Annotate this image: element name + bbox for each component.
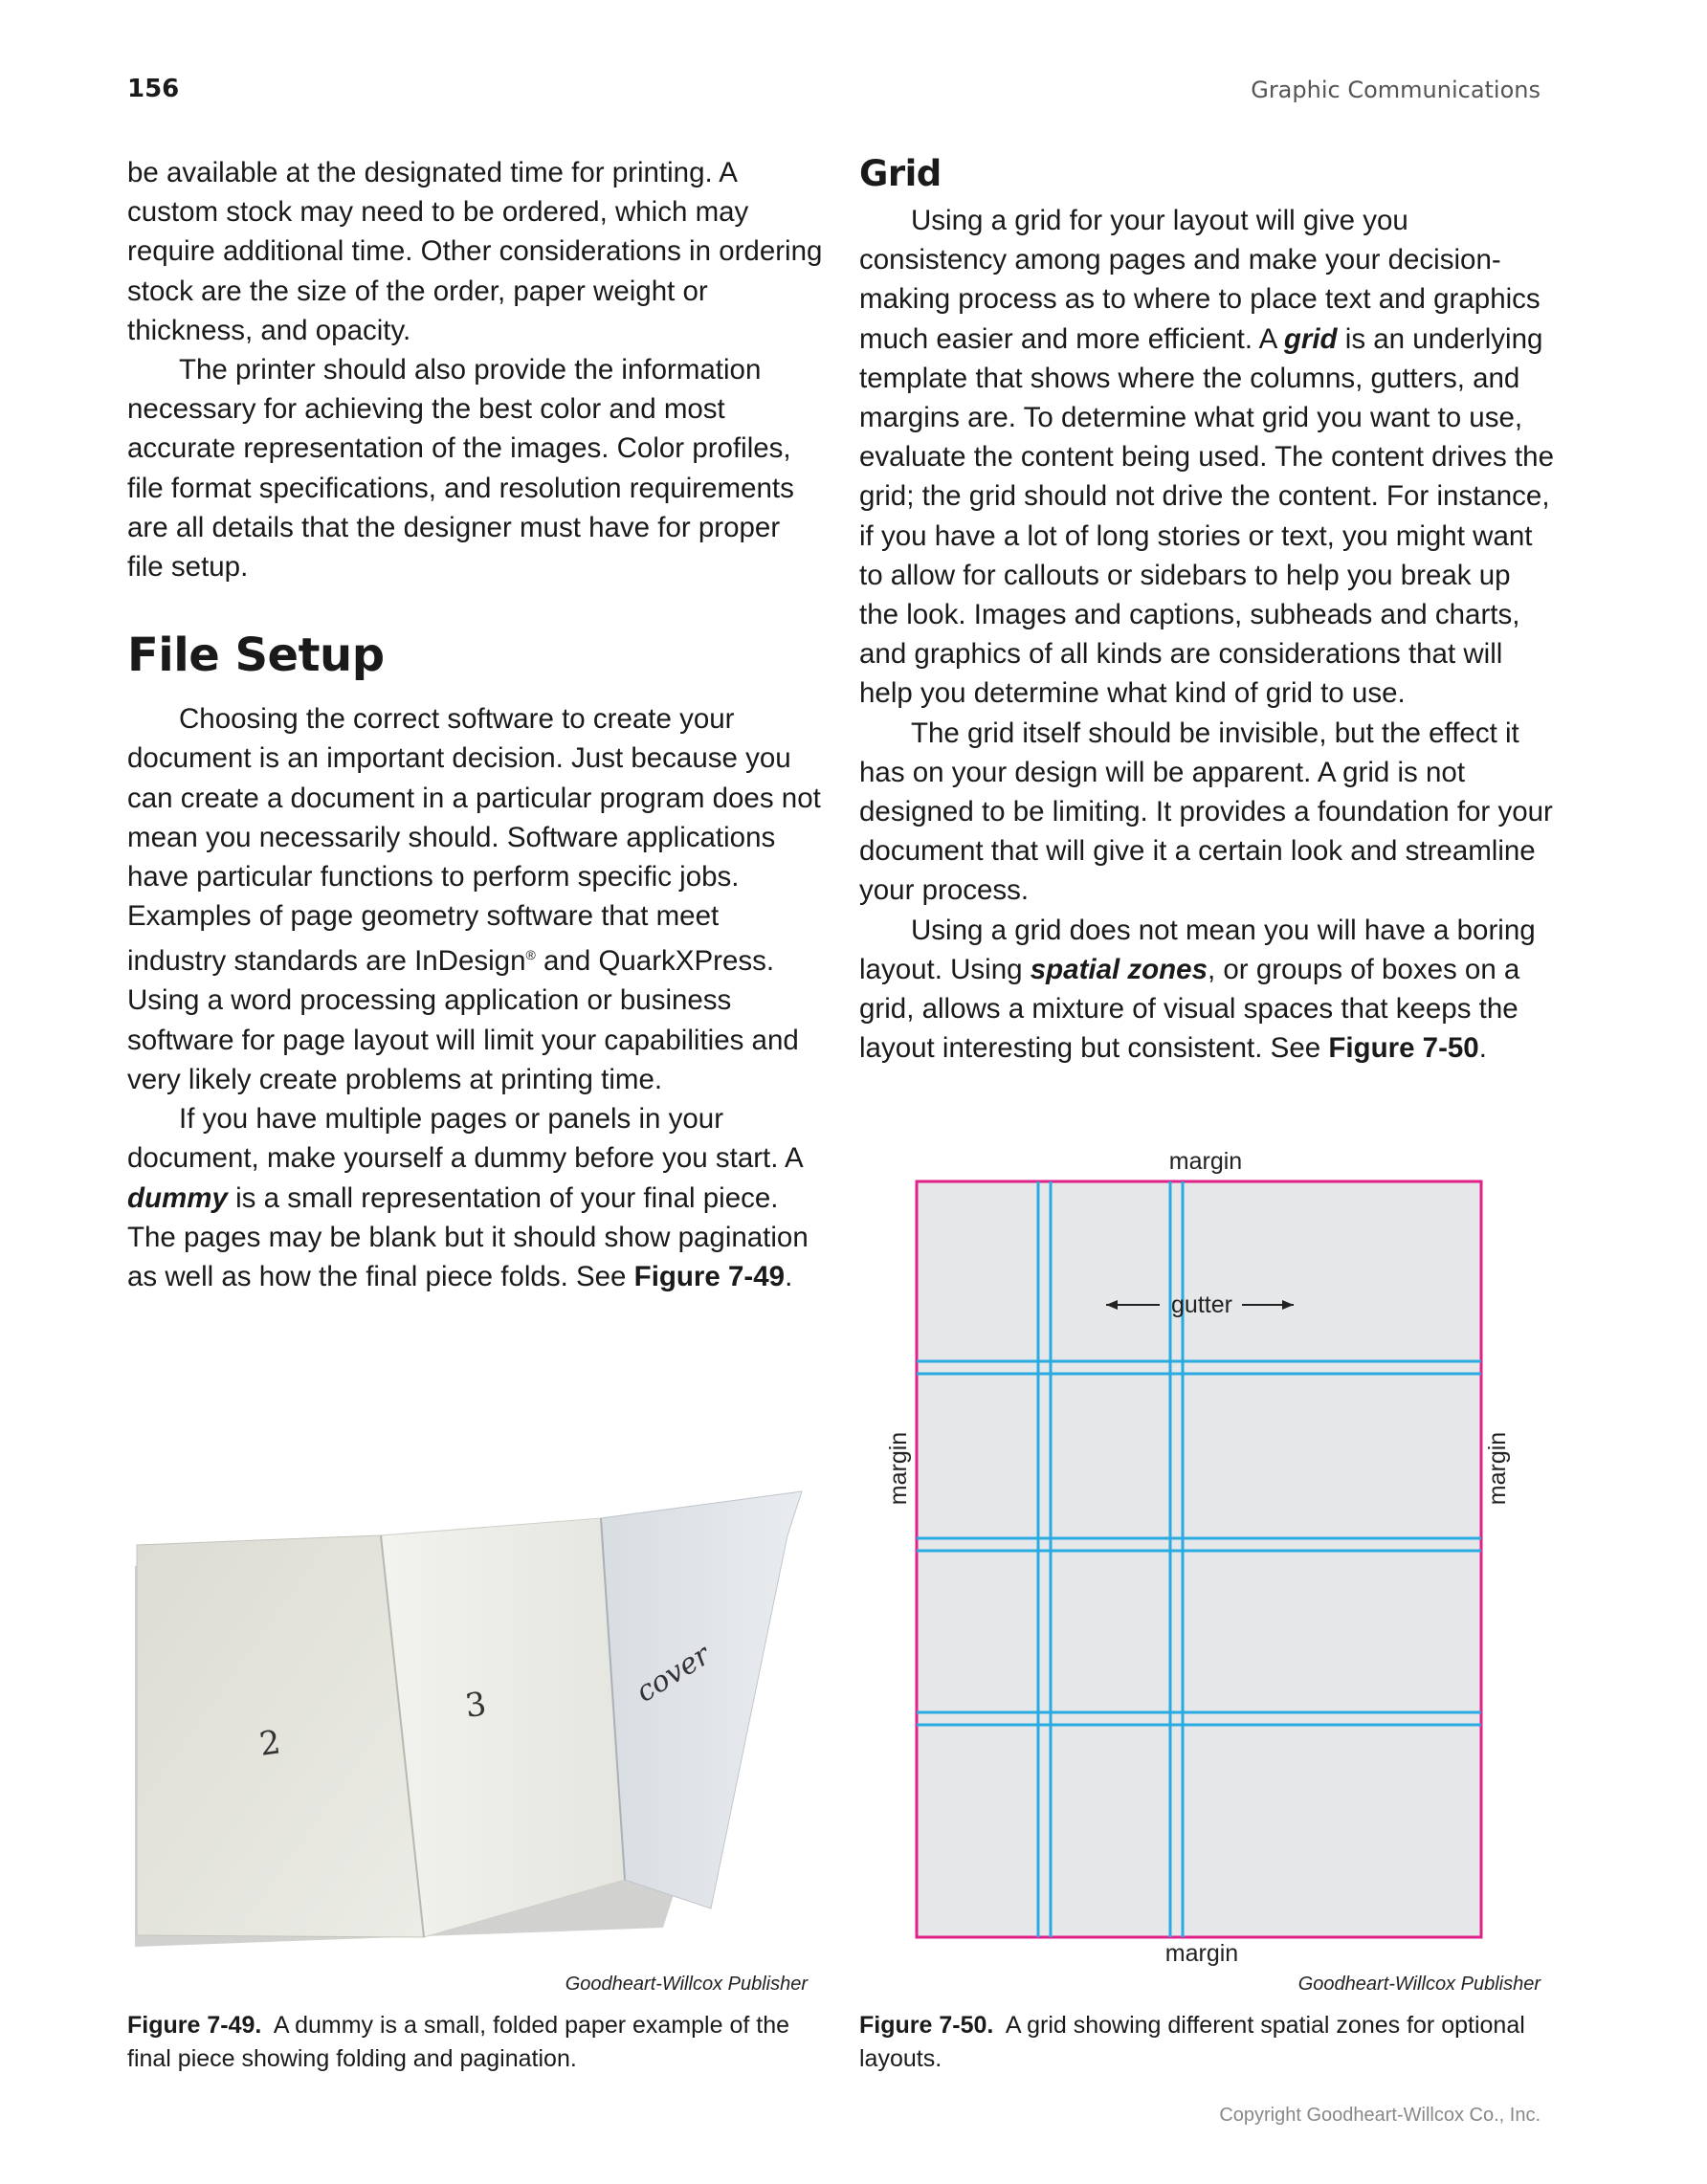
text-run: , or groups of boxes on a grid, allows a mixture of visual spaces that keeps the layout interesting but consistent. See xyxy=(859,953,1520,1065)
text-run: Choosing the correct software to create your document is an important decision. Just because you can create a document in a particular program does not mean you necessarily should. Software applications have particular functions to perform specific jobs. Examples of page geometry software that meet industry standards are InDesign xyxy=(127,703,821,978)
figure-7-49-credit: Goodheart-Willcox Publisher xyxy=(565,1974,808,1995)
caption-text: A dummy is a small, folded paper example of the final piece showing folding and pagination. xyxy=(127,2012,790,2072)
figure-7-50-grid-diagram xyxy=(859,1138,1556,1971)
paragraph: be available at the designated time for printing. A custom stock may need to be ordered, which may require additional time. Other considerations in ordering stock are the size of the order, paper weight or thickness, and opacity. xyxy=(127,157,823,346)
text-run: . xyxy=(785,1260,793,1292)
text-run: . xyxy=(1478,1032,1487,1065)
caption-label: Figure 7-49. xyxy=(127,2012,262,2039)
caption-text: A grid showing different spatial zones for optional layouts. xyxy=(859,2012,1525,2072)
figure-7-49-caption xyxy=(127,2009,797,2076)
margin-label-left: margin xyxy=(885,1431,912,1506)
dummy-photo xyxy=(127,1478,824,1971)
paragraph xyxy=(127,699,824,1099)
paragraph: The grid itself should be invisible, but the effect it has on your design will be apparent. A grid is not designed to be limiting. It provides a foundation for your document that will give it a certain look and streamline your process. xyxy=(859,717,1553,907)
figure-7-49-photo xyxy=(127,1478,824,1971)
paragraph xyxy=(859,911,1556,1069)
text-run: If you have multiple pages or panels in your document, make yourself a dummy before you start. A xyxy=(127,1103,803,1175)
paragraph xyxy=(859,201,1556,714)
cover-flap xyxy=(601,1491,802,1908)
registered-mark: ® xyxy=(525,947,536,963)
copyright-notice: Copyright Goodheart-Willcox Co., Inc. xyxy=(1219,2105,1541,2126)
text-run: and QuarkXPress. Using a word processing application or business software for page layout will limit your capabilities and very likely create problems at printing time. xyxy=(127,945,799,1095)
key-term-spatial-zones: spatial zones xyxy=(1030,953,1208,985)
figure-reference-7-50[interactable]: Figure 7-50 xyxy=(1328,1032,1479,1065)
key-term-grid: grid xyxy=(1283,322,1338,355)
text-run: is an underlying template that shows where the columns, gutters, and margins are. To determine what grid you want to use, evaluate the content being used. The content drives the grid; the grid should not drive the content. For instance, if you have a lot of long stories or text, you might want to allow for callouts or sidebars to help you break up the look. Images and captions, subheads and charts, and graphics of all kinds are considerations that will help you determine what kind of grid to use. xyxy=(859,322,1554,710)
figure-7-50-caption xyxy=(859,2009,1529,2076)
caption-label: Figure 7-50. xyxy=(859,2012,994,2039)
handwritten-page-3: 3 xyxy=(462,1685,489,1726)
page-number: 156 xyxy=(127,75,180,103)
running-head: Graphic Communications xyxy=(1251,77,1541,103)
grid-diagram xyxy=(859,1138,1556,1971)
margin-label-right: margin xyxy=(1484,1431,1511,1506)
text-run: Using a grid for your layout will give you consistency among pages and make your decision-making process as to where to place text and graphics much easier and more efficient. A xyxy=(859,205,1541,355)
section-heading-grid: Grid xyxy=(859,153,942,194)
paragraph xyxy=(127,1099,824,1296)
margin-label-bottom: margin xyxy=(1164,1940,1239,1967)
text-run: is a small representation of your final piece. The pages may be blank but it should show pagination as well as how the final piece folds. See xyxy=(127,1181,809,1292)
text-run: Using a grid does not mean you will have a boring layout. Using xyxy=(859,914,1536,985)
figure-7-50-credit: Goodheart-Willcox Publisher xyxy=(1297,1974,1541,1995)
paragraph: The printer should also provide the information necessary for achieving the best color and most accurate representation of the images. Color profiles, file format specifications, and resolution requirements are all details that the designer must have for proper file setup. xyxy=(127,354,794,584)
section-heading-file-setup: File Setup xyxy=(127,629,385,683)
handwritten-page-2: 2 xyxy=(256,1723,283,1764)
left-column xyxy=(127,153,824,1296)
right-column xyxy=(859,153,1556,1068)
figure-reference-7-49[interactable]: Figure 7-49 xyxy=(633,1260,786,1292)
key-term-dummy: dummy xyxy=(127,1181,228,1214)
gutter-label: gutter xyxy=(1171,1291,1232,1318)
margin-label-top: margin xyxy=(1168,1148,1243,1175)
page-left xyxy=(137,1535,424,1937)
handwritten-cover: cover xyxy=(630,1638,717,1710)
